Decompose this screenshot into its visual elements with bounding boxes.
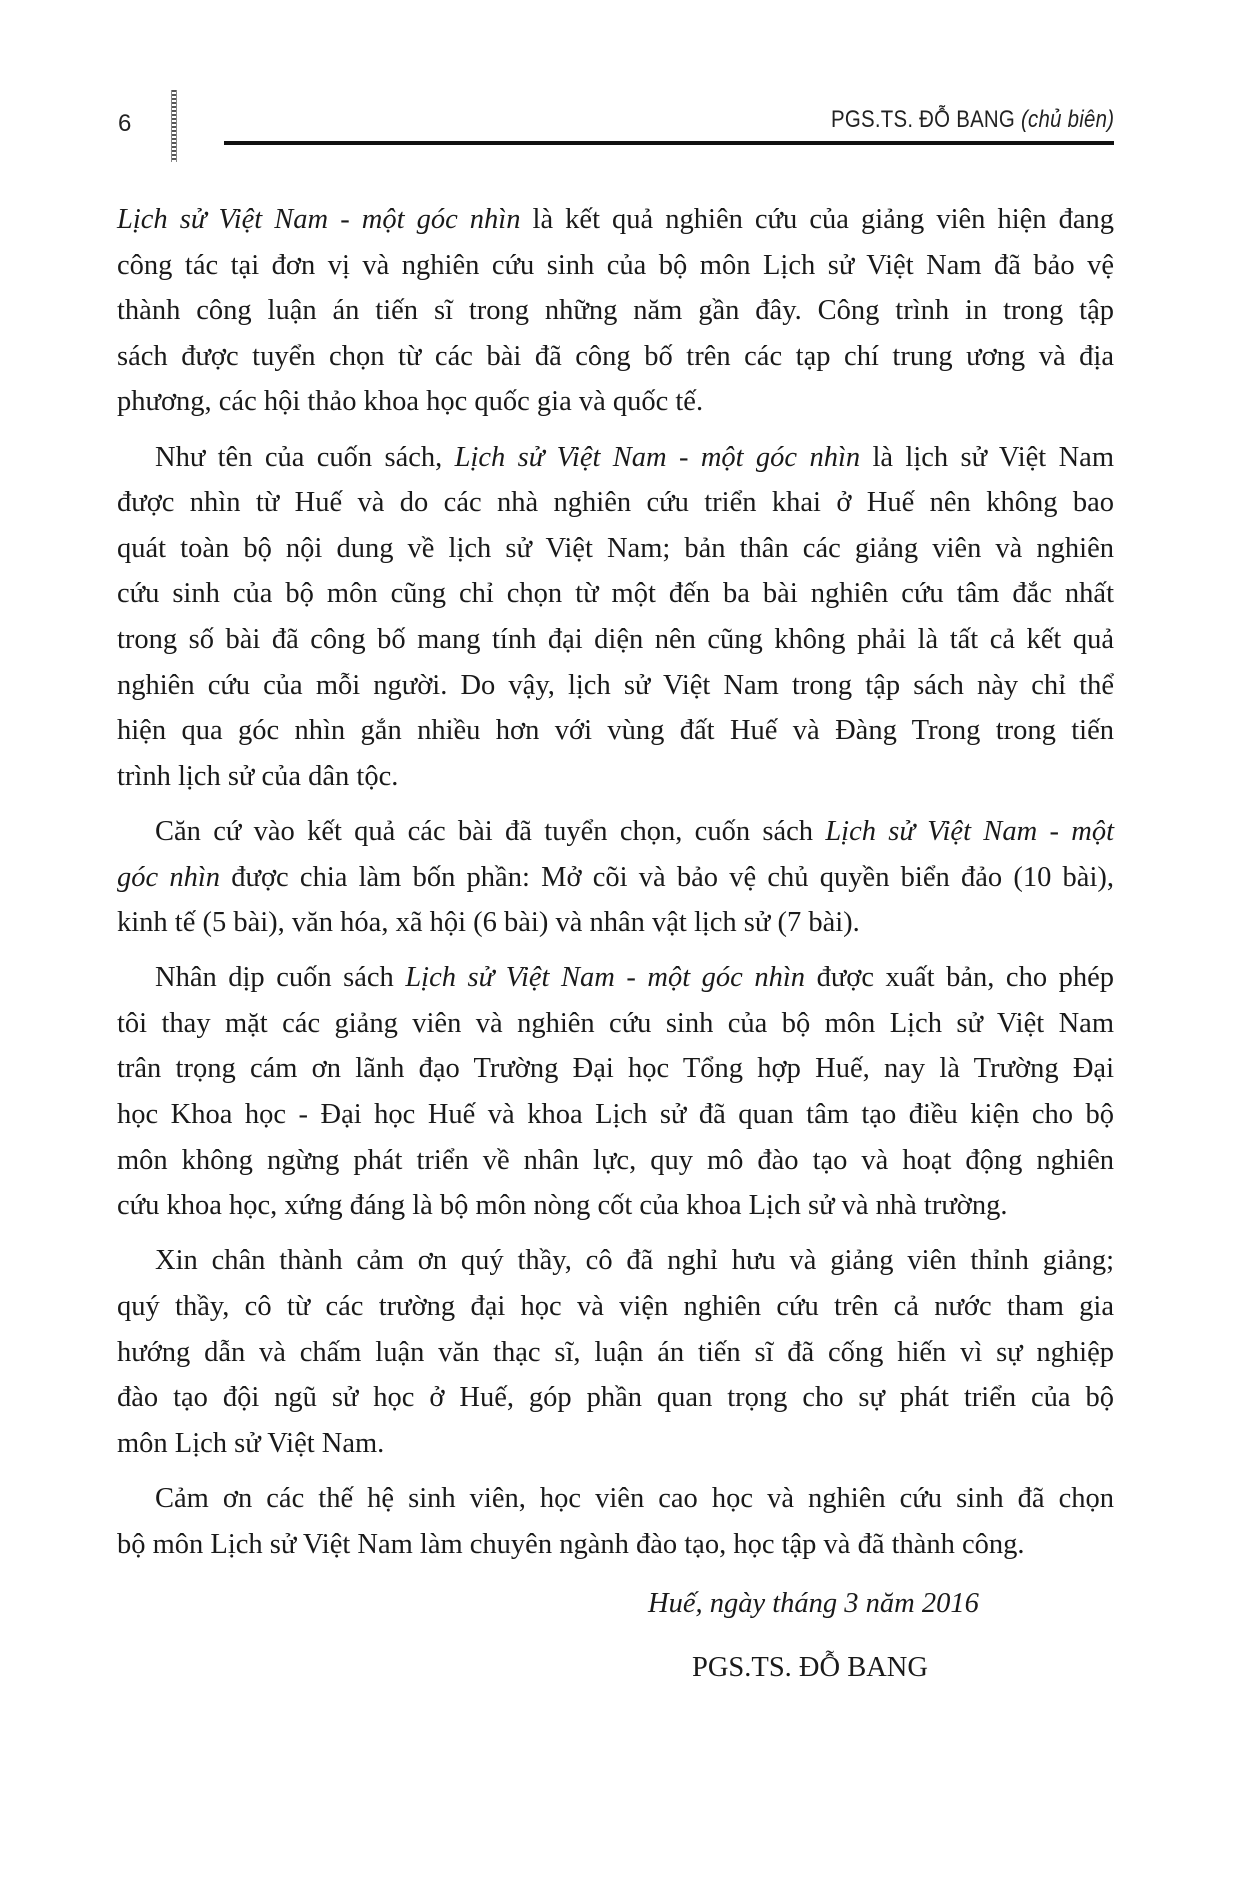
paragraph	[117, 197, 1114, 425]
text-line	[117, 955, 1114, 1001]
text-segment: Như tên của cuốn sách,	[155, 441, 455, 473]
text-line	[117, 1183, 1114, 1229]
text-segment: Căn cứ vào kết quả các bài đã tuyển chọn, cuốn sách	[155, 815, 826, 847]
running-header	[831, 106, 1114, 134]
text-segment: môn không ngừng phát triển về nhân lực, quy mô đào tạo và hoạt động nghiên	[117, 1144, 1114, 1176]
signature-name: PGS.TS. ĐỖ BANG	[692, 1652, 928, 1683]
text-line	[117, 526, 1114, 572]
page-number: 6	[118, 110, 132, 137]
header-author: PGS.TS. ĐỖ BANG	[830, 106, 1015, 133]
paragraph	[117, 809, 1114, 946]
text-segment: được chia làm bốn phần: Mở cõi và bảo vệ chủ quyền biển đảo (10 bài),	[220, 861, 1114, 893]
paragraph	[117, 435, 1114, 800]
text-segment: nghiên cứu của mỗi người. Do vậy, lịch sử Việt Nam trong tập sách này chỉ thể	[117, 669, 1114, 701]
text-segment: thành công luận án tiến sĩ trong những năm gần đây. Công trình in trong tập	[117, 295, 1114, 327]
text-line	[117, 1375, 1114, 1421]
text-line	[117, 1238, 1114, 1284]
text-segment: trân trọng cám ơn lãnh đạo Trường Đại học Tổng hợp Huế, nay là Trường Đại	[117, 1053, 1114, 1085]
text-segment: là kết quả nghiên cứu của giảng viên hiện đang	[520, 204, 1115, 235]
text-line	[117, 1046, 1114, 1092]
text-line	[117, 334, 1114, 380]
text-segment: đào tạo đội ngũ sử học ở Huế, góp phần quan trọng cho sự phát triển của bộ	[117, 1382, 1114, 1414]
text-segment: môn Lịch sử Việt Nam.	[117, 1427, 385, 1459]
italic-title-text: Lịch sử Việt Nam - một góc nhìn	[405, 962, 806, 994]
text-segment: được nhìn từ Huế và do các nhà nghiên cứu triển khai ở Huế nên không bao	[117, 487, 1114, 519]
decorative-margin-bar	[171, 90, 177, 162]
text-line	[117, 708, 1114, 754]
text-line	[117, 243, 1114, 289]
text-segment: quý thầy, cô từ các trường đại học và viện nghiên cứu trên cả nước tham gia	[117, 1291, 1114, 1323]
paragraph	[117, 1238, 1114, 1466]
text-line	[117, 1092, 1114, 1138]
text-line	[117, 1421, 1114, 1467]
text-segment: Cảm ơn các thế hệ sinh viên, học viên cao học và nghiên cứu sinh đã chọn	[155, 1483, 1114, 1514]
text-segment: quát toàn bộ nội dung về lịch sử Việt Nam; bản thân các giảng viên và nghiên	[117, 532, 1114, 564]
body-text	[117, 197, 1114, 1577]
text-segment: trình lịch sử của dân tộc.	[117, 760, 399, 792]
text-segment: trong số bài đã công bố mang tính đại diện nên cũng không phải là tất cả kết quả	[117, 623, 1114, 655]
text-segment: cứu sinh của bộ môn cũng chỉ chọn từ một đến ba bài nghiên cứu tâm đắc nhất	[117, 578, 1114, 610]
text-line	[117, 1138, 1114, 1184]
paragraph	[117, 955, 1114, 1229]
text-segment: tôi thay mặt các giảng viên và nghiên cứu sinh của bộ môn Lịch sử Việt Nam	[117, 1007, 1114, 1039]
italic-title-text: Lịch sử Việt Nam - một góc nhìn	[117, 204, 521, 235]
text-segment: là lịch sử Việt Nam	[860, 441, 1114, 473]
text-line	[117, 379, 1114, 425]
text-segment: hiện qua góc nhìn gắn nhiều hơn với vùng đất Huế và Đàng Trong trong tiến	[117, 715, 1114, 747]
text-segment: được xuất bản, cho phép	[805, 962, 1114, 994]
header-role: (chủ biên)	[1020, 106, 1114, 133]
text-segment: phương, các hội thảo khoa học quốc gia và quốc tế.	[117, 386, 704, 418]
text-segment: Xin chân thành cảm ơn quý thầy, cô đã nghỉ hưu và giảng viên thỉnh giảng;	[155, 1245, 1114, 1277]
text-line	[117, 1330, 1114, 1376]
italic-title-text: Lịch sử Việt Nam - một	[825, 815, 1114, 847]
text-line	[117, 480, 1114, 526]
text-line	[117, 900, 1114, 946]
text-line	[117, 617, 1114, 663]
text-segment: bộ môn Lịch sử Việt Nam làm chuyên ngành đào tạo, học tập và đã thành công.	[117, 1528, 1025, 1560]
italic-title-text: góc nhìn	[117, 861, 221, 893]
text-line	[117, 288, 1114, 334]
text-line	[117, 1476, 1114, 1522]
signature-place-date: Huế, ngày tháng 3 năm 2016	[648, 1588, 979, 1619]
text-segment: kinh tế (5 bài), văn hóa, xã hội (6 bài) và nhân vật lịch sử (7 bài).	[117, 907, 860, 939]
header-rule	[224, 141, 1114, 145]
text-segment: học Khoa học - Đại học Huế và khoa Lịch sử đã quan tâm tạo điều kiện cho bộ	[117, 1099, 1114, 1131]
text-line	[117, 754, 1114, 800]
text-segment: Nhân dịp cuốn sách	[155, 962, 406, 994]
text-line	[117, 571, 1114, 617]
text-line	[117, 435, 1114, 481]
italic-title-text: Lịch sử Việt Nam - một góc nhìn	[454, 441, 861, 473]
text-line	[117, 1522, 1114, 1568]
paragraph	[117, 1476, 1114, 1567]
text-line	[117, 197, 1114, 243]
text-segment: sách được tuyển chọn từ các bài đã công bố trên các tạp chí trung ương và địa	[117, 340, 1114, 372]
text-segment: cứu khoa học, xứng đáng là bộ môn nòng cốt của khoa Lịch sử và nhà trường.	[117, 1190, 1008, 1222]
text-line	[117, 1284, 1114, 1330]
text-line	[117, 855, 1114, 901]
text-line	[117, 1001, 1114, 1047]
text-segment: công tác tại đơn vị và nghiên cứu sinh của bộ môn Lịch sử Việt Nam đã bảo vệ	[117, 249, 1114, 281]
text-line	[117, 809, 1114, 855]
text-segment: hướng dẫn và chấm luận văn thạc sĩ, luận án tiến sĩ đã cống hiến vì sự nghiệp	[117, 1336, 1114, 1368]
text-line	[117, 663, 1114, 709]
